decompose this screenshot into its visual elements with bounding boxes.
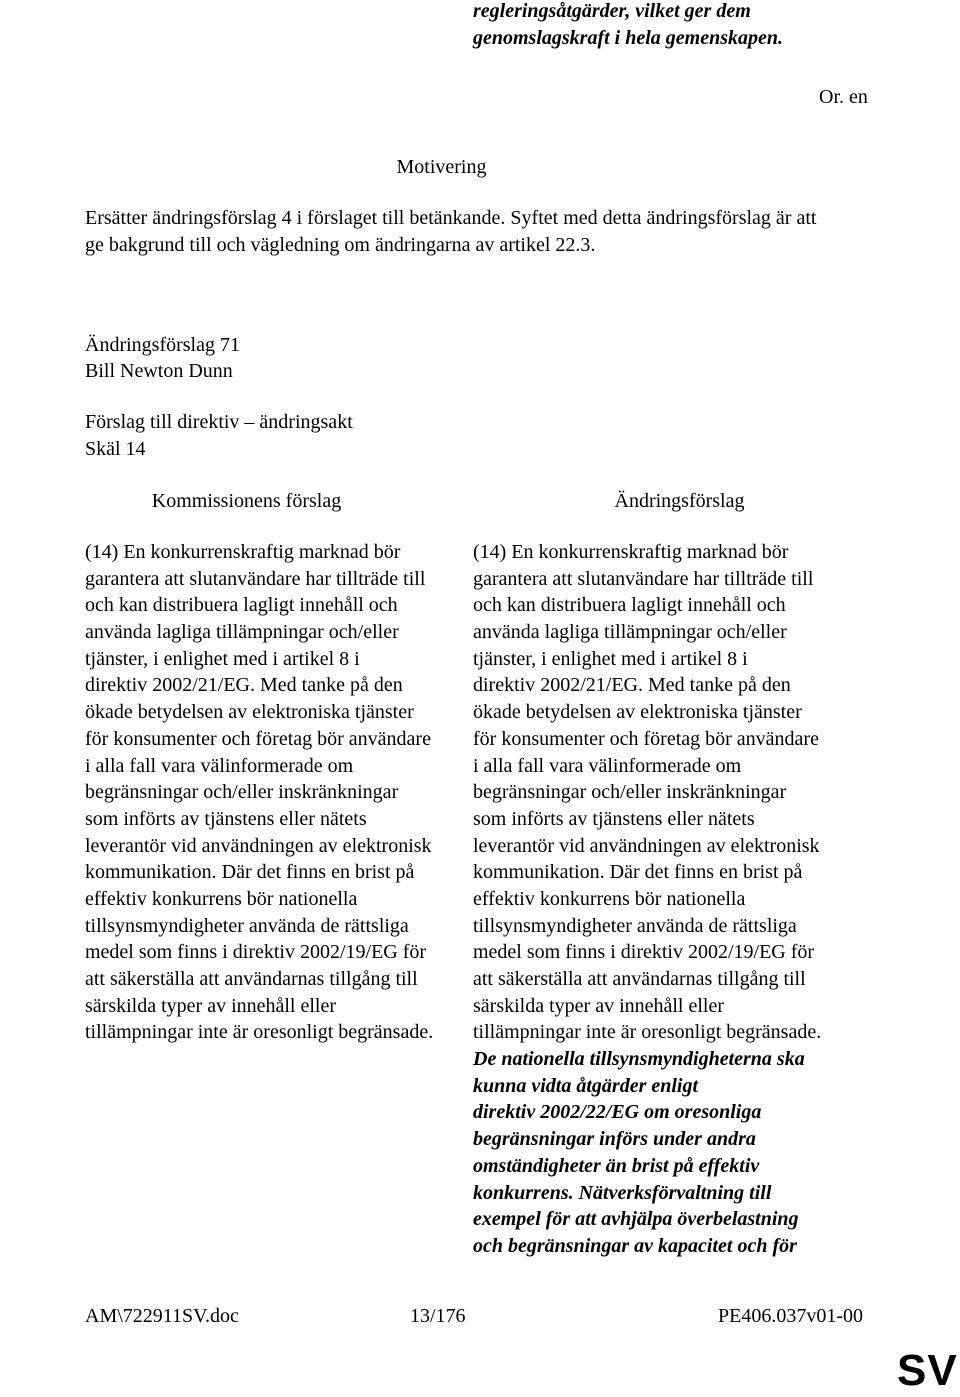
commission-proposal-text	[85, 539, 433, 1046]
footer-page-number: 13/176	[410, 1305, 466, 1327]
added-text-line: och begränsningar av kapacitet och för	[473, 1234, 797, 1257]
text-line: tillämpningar inte är oresonligt begränsade.	[473, 1021, 822, 1044]
text-line: tillsynsmyndigheter använda de rättsliga	[473, 914, 797, 937]
added-text-line: omständigheter än brist på effektiv	[473, 1154, 760, 1177]
proposal-type: Förslag till direktiv – ändringsakt	[85, 411, 353, 433]
left-column-heading: Kommissionens förslag	[151, 490, 342, 512]
text-line: ökade betydelsen av elektroniska tjänster	[85, 701, 414, 724]
text-line: leverantör vid användningen av elektronisk	[473, 834, 820, 857]
motivering-line: ge bakgrund till och vägledning om ändringarna av artikel 22.3.	[85, 233, 596, 256]
text-line: begränsningar och/eller inskränkningar	[85, 781, 399, 804]
text-line: medel som finns i direktiv 2002/19/EG för	[473, 941, 815, 964]
footer-doc-reference: AM\722911SV.doc	[85, 1305, 239, 1327]
text-line: garantera att slutanvändare har tillträde till	[473, 567, 814, 590]
language-mark: SV	[897, 1346, 958, 1395]
amendment-number: Ändringsförslag 71	[85, 334, 240, 356]
text-line: leverantör vid användningen av elektronisk	[85, 834, 432, 857]
text-line: och kan distribuera lagligt innehåll och	[473, 594, 786, 617]
amendment-author: Bill Newton Dunn	[85, 360, 233, 382]
text-line: för konsumenter och företag bör användare	[473, 727, 819, 750]
motivering-text	[85, 205, 816, 258]
text-line: effektiv konkurrens bör nationella	[473, 887, 746, 910]
text-line: särskilda typer av innehåll eller	[85, 994, 337, 1017]
footer-pe-reference: PE406.037v01-00	[718, 1305, 863, 1327]
added-text-line: De nationella tillsynsmyndigheterna ska	[473, 1048, 805, 1071]
text-line: i alla fall vara välinformerade om	[473, 754, 742, 777]
motivering-line: Ersätter ändringsförslag 4 i förslaget till betänkande. Syftet med detta ändringsförslag är att	[85, 207, 817, 229]
text-line: att säkerställa att användarnas tillgång till	[85, 968, 418, 990]
continuation-text	[473, 0, 783, 51]
amendment-reference: Skäl 14	[85, 438, 146, 460]
text-line: (14) En konkurrenskraftig marknad bör	[85, 541, 401, 563]
text-line: tillämpningar inte är oresonligt begränsade.	[85, 1021, 434, 1044]
text-line: använda lagliga tillämpningar och/eller	[473, 621, 787, 644]
continuation-line: regleringsåtgärder, vilket ger dem	[473, 0, 751, 22]
text-line: direktiv 2002/21/EG. Med tanke på den	[473, 674, 791, 697]
added-text-line: kunna vidta åtgärder enligt	[473, 1074, 699, 1097]
text-line: tjänster, i enlighet med i artikel 8 i	[85, 647, 360, 670]
text-line: ökade betydelsen av elektroniska tjänster	[473, 701, 802, 724]
text-line: direktiv 2002/21/EG. Med tanke på den	[85, 674, 403, 697]
text-line: i alla fall vara välinformerade om	[85, 754, 354, 777]
added-text-line: exempel för att avhjälpa överbelastning	[473, 1208, 799, 1231]
continuation-line: genomslagskraft i hela gemenskapen.	[473, 26, 784, 49]
added-text-line: konkurrens. Nätverksförvaltning till	[473, 1181, 772, 1204]
text-line: som införts av tjänstens eller nätets	[85, 807, 367, 830]
text-line: kommunikation. Där det finns en brist på	[473, 861, 803, 884]
text-line: som införts av tjänstens eller nätets	[473, 807, 755, 830]
text-line: effektiv konkurrens bör nationella	[85, 887, 358, 910]
text-line: kommunikation. Där det finns en brist på	[85, 861, 415, 884]
text-line: (14) En konkurrenskraftig marknad bör	[473, 541, 789, 563]
right-column-heading: Ändringsförslag	[614, 490, 745, 512]
text-line: och kan distribuera lagligt innehåll och	[85, 594, 398, 617]
text-line: tjänster, i enlighet med i artikel 8 i	[473, 647, 748, 670]
text-line: begränsningar och/eller inskränkningar	[473, 781, 787, 804]
text-line: tillsynsmyndigheter använda de rättsliga	[85, 914, 409, 937]
added-text-line: direktiv 2002/22/EG om oresonliga	[473, 1101, 762, 1124]
text-line: att säkerställa att användarnas tillgång till	[473, 968, 806, 990]
amendment-text	[473, 539, 821, 1260]
motivering-heading: Motivering	[396, 156, 487, 178]
text-line: använda lagliga tillämpningar och/eller	[85, 621, 399, 644]
text-line: garantera att slutanvändare har tillträde till	[85, 567, 426, 590]
text-line: för konsumenter och företag bör användare	[85, 727, 431, 750]
text-line: medel som finns i direktiv 2002/19/EG för	[85, 941, 427, 964]
added-text-line: begränsningar införs under andra	[473, 1128, 756, 1151]
text-line: särskilda typer av innehåll eller	[473, 994, 725, 1017]
original-language-label: Or. en	[819, 86, 868, 108]
